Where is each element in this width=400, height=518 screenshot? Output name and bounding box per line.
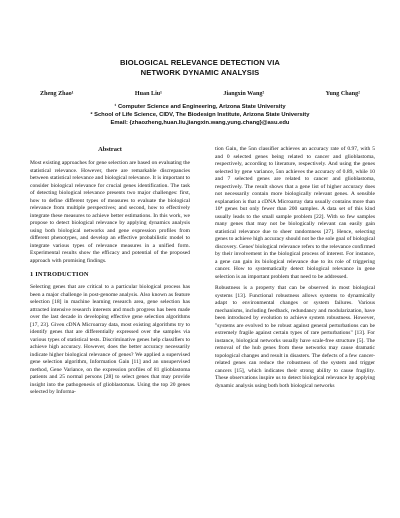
author-email: Email: {zhaozheng,huan.liu,jiangxin.wang,yung.chang}@asu.edu [110,120,290,126]
paper-title-line-1: BIOLOGICAL RELEVANCE DETECTION VIA [119,58,281,67]
right-column [215,146,375,394]
affiliation-2: ² School of Life Science, CIDV, The Biodesign Institute, Arizona State University [90,112,310,118]
author-1: Zheng Zhao¹ [40,91,74,97]
left-column [30,146,190,401]
affiliation-1: ¹ Computer Science and Engineering, Arizona State University [114,104,286,110]
introduction-text: Selecting genes that are critical to a particular biological process has been a major challenge in post-genome analysis. Also known as feature selection [18] in machine learning research area, gene selection has attracted intensive research interests and much progress has been made over the last decade in developing effective gene selection algorithms [17, 23]. Given cDNA Microarray data, most existing algorithms try to identify genes that are differentially expressed over the samples via various types of statistical tests. Discriminative genes help classifiers to achieve high accuracy. However, does the better accuracy necessarily indicate higher biological relevance of genes? We applied a supervised gene selection algorithm, Information Gain [11] and an unsupervised method, Gene Variance, on the expression profiles of 81 glioblastoma patients and 25 normal persons [28] to select genes that may provide insight into the pathogenesis of glioblastomas. Using the top 20 genes selected by Informa- [30,284,190,395]
abstract-heading: Abstract [98,146,122,153]
author-4: Yung Chang² [325,91,360,97]
abstract-text: Most existing approaches for gene selection are based on evaluating the statistical relevance. However, there are remarkable discrepancies between statistical relevance and biological relevance. It is important to consider biological relevance for crucial genes identification. The task of detecting biological relevance presents two major challenges: first, how to define different types of measures to evaluate the biological relevance from multiple perspectives; and second, how to effectively integrate these measures to achieve better estimations. In this work, we propose to detect biological relevance by applying dynamics analysis using both biological networks and gene expression profiles from different phenotypes, and develop an effective probabilistic model to integrate various types of relevance measures in a unified form. Experimental results show the efficacy and potential of the proposed approach with promising findings. [30,160,190,264]
right-column-paragraph-2: Robustness is a property that can be observed in most biological systems [13]. Functional robustness allows systems to dynamically adapt to environmental changes or system failures. Various mechanisms, including feedback, redundancy and modularization, have been introduced by evolution to achieve system robustness. However, "systems are evolved to be robust against general perturbations can be extremely fragile against certain types of rare perturbations" [13]. For instance, biological networks usually have scale-free structure [5]. The removal of the hub genes from these networks may cause dramatic topological changes and result in disasters. The defects of a few cancer-related genes can reduce the robustness of the system and trigger cancers [15], which indicates their strong ability to cause fragility. These observations inspire us to detect biological relevance by applying dynamic analysis using both both biological networks [215,285,375,389]
right-column-paragraph-1: tion Gain, the 5nn classifier achieves an accuracy rate of 0.97, with 5 and 0 selected genes being related to cancer and glioblastoma, respectively, according to literature, respectively. And using the genes selected by gene variance, 5nn achieves the accuracy of 0.89, while 10 and 7 selected genes are related to cancer and glioblastoma, respectively. The result shows that a gene list of higher accuracy does not necessarily contain more biologically relevant genes. A sensible explanation is that a cDNA Microarray data usually contains more than 10⁴ genes but only fewer than 200 samples. A data set of this kind usually leads to the small sample problem [22]. With so few samples many genes that may not be biologically relevant can easily gain statistical relevance due to sheer randomness [27]. Hence, selecting genes to achieve high accuracy should not be the sole goal of biological discovery. Genes' biological relevance refers to the relevance confirmed by their involvement in the biological process of interest. For instance, a gene can gain its biological relevance due to its role of triggering cancer. How to systematically detect biological relevance in gene selection is an important problem that need to be addressed. [215,146,375,280]
introduction-heading: 1 INTRODUCTION [30,271,89,278]
author-list [40,91,360,97]
author-3: Jiangxin Wang² [223,91,265,97]
paper-title-line-2: NETWORK DYNAMIC ANALYSIS [140,68,260,77]
author-2: Huan Liu¹ [134,91,162,97]
